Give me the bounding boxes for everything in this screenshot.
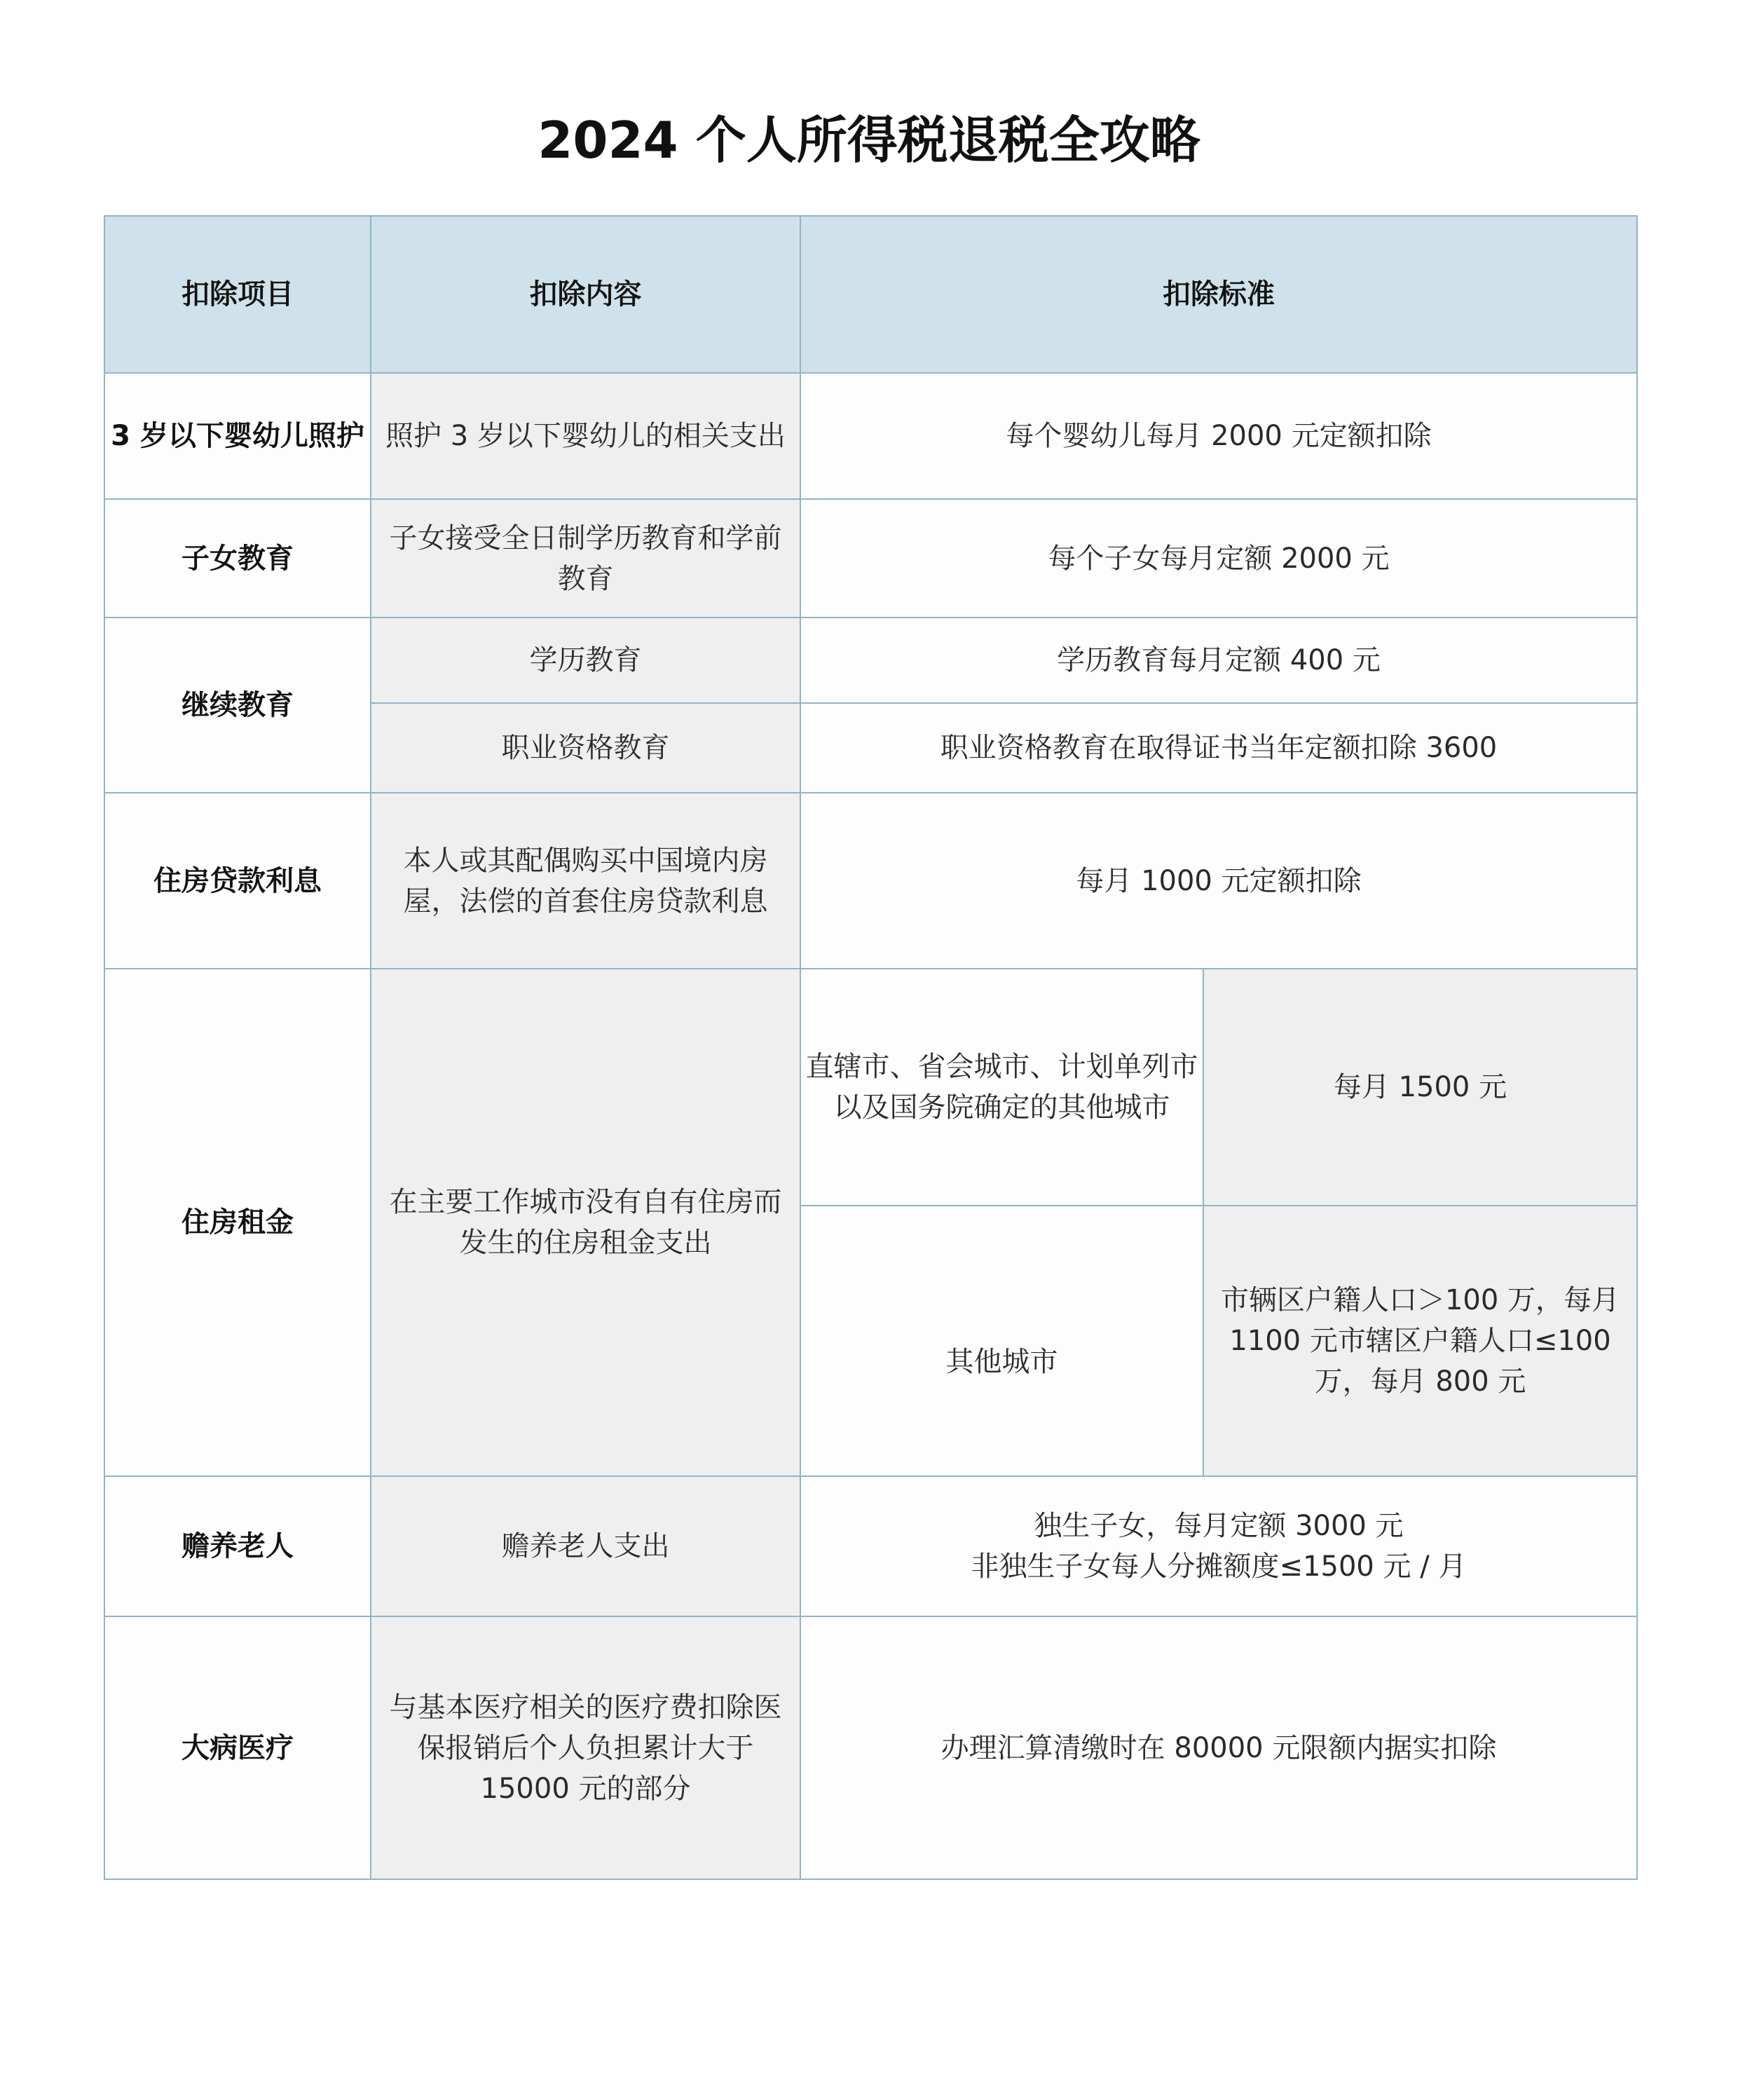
rent-amount-major: 每月 1500 元	[1203, 969, 1637, 1206]
table-row-infant	[104, 373, 1637, 499]
table-row-children-education	[104, 499, 1637, 618]
table-row-elderly	[104, 1476, 1637, 1616]
content-serious-illness: 与基本医疗相关的医疗费扣除医保报销后个人负担累计大于 15000 元的部分	[371, 1616, 800, 1879]
item-rent: 住房租金	[104, 969, 371, 1476]
rent-city-major: 直辖市、省会城市、计划单列市以及国务院确定的其他城市	[800, 969, 1203, 1206]
standard-elderly-support	[800, 1476, 1637, 1616]
content-infant: 照护 3 岁以下婴幼儿的相关支出	[371, 373, 800, 499]
header-item: 扣除项目	[104, 216, 371, 373]
item-continuing-education: 继续教育	[104, 618, 371, 793]
table-row-continuing-education-degree	[104, 618, 1637, 703]
header-content: 扣除内容	[371, 216, 800, 373]
standard-mortgage: 每月 1000 元定额扣除	[800, 793, 1637, 969]
item-mortgage: 住房贷款利息	[104, 793, 371, 969]
content-rent: 在主要工作城市没有自有住房而发生的住房租金支出	[371, 969, 800, 1476]
deduction-table	[104, 215, 1638, 1880]
table-row-mortgage	[104, 793, 1637, 969]
table-row-rent-major-city	[104, 969, 1637, 1206]
header-standard: 扣除标准	[800, 216, 1637, 373]
standard-degree-education: 学历教育每月定额 400 元	[800, 618, 1637, 703]
standard-serious-illness: 办理汇算清缴时在 80000 元限额内据实扣除	[800, 1616, 1637, 1879]
item-elderly-support: 赡养老人	[104, 1476, 371, 1616]
page-title: 2024 个人所得税退税全攻略	[538, 111, 1200, 170]
content-degree-education: 学历教育	[371, 618, 800, 703]
header-row	[104, 216, 1637, 373]
content-children-education: 子女接受全日制学历教育和学前教育	[371, 499, 800, 618]
item-children-education: 子女教育	[104, 499, 371, 618]
item-infant: 3 岁以下婴幼儿照护	[104, 373, 371, 499]
item-serious-illness: 大病医疗	[104, 1616, 371, 1879]
content-mortgage: 本人或其配偶购买中国境内房屋，法偿的首套住房贷款利息	[371, 793, 800, 969]
standard-children-education: 每个子女每月定额 2000 元	[800, 499, 1637, 618]
standard-professional-qualification: 职业资格教育在取得证书当年定额扣除 3600	[800, 703, 1637, 793]
rent-city-other: 其他城市	[800, 1206, 1203, 1476]
content-professional-qualification: 职业资格教育	[371, 703, 800, 793]
content-elderly-support: 赡养老人支出	[371, 1476, 800, 1616]
standard-elderly-non-only-child: 非独生子女每人分摊额度≤1500 元 / 月	[971, 1550, 1467, 1583]
standard-elderly-only-child: 独生子女，每月定额 3000 元	[1034, 1510, 1404, 1542]
table-row-medical	[104, 1616, 1637, 1879]
standard-infant: 每个婴幼儿每月 2000 元定额扣除	[800, 373, 1637, 499]
rent-amount-other: 市辆区户籍人口＞100 万，每月 1100 元市辖区户籍人口≤100 万，每月 800 元	[1203, 1206, 1637, 1476]
